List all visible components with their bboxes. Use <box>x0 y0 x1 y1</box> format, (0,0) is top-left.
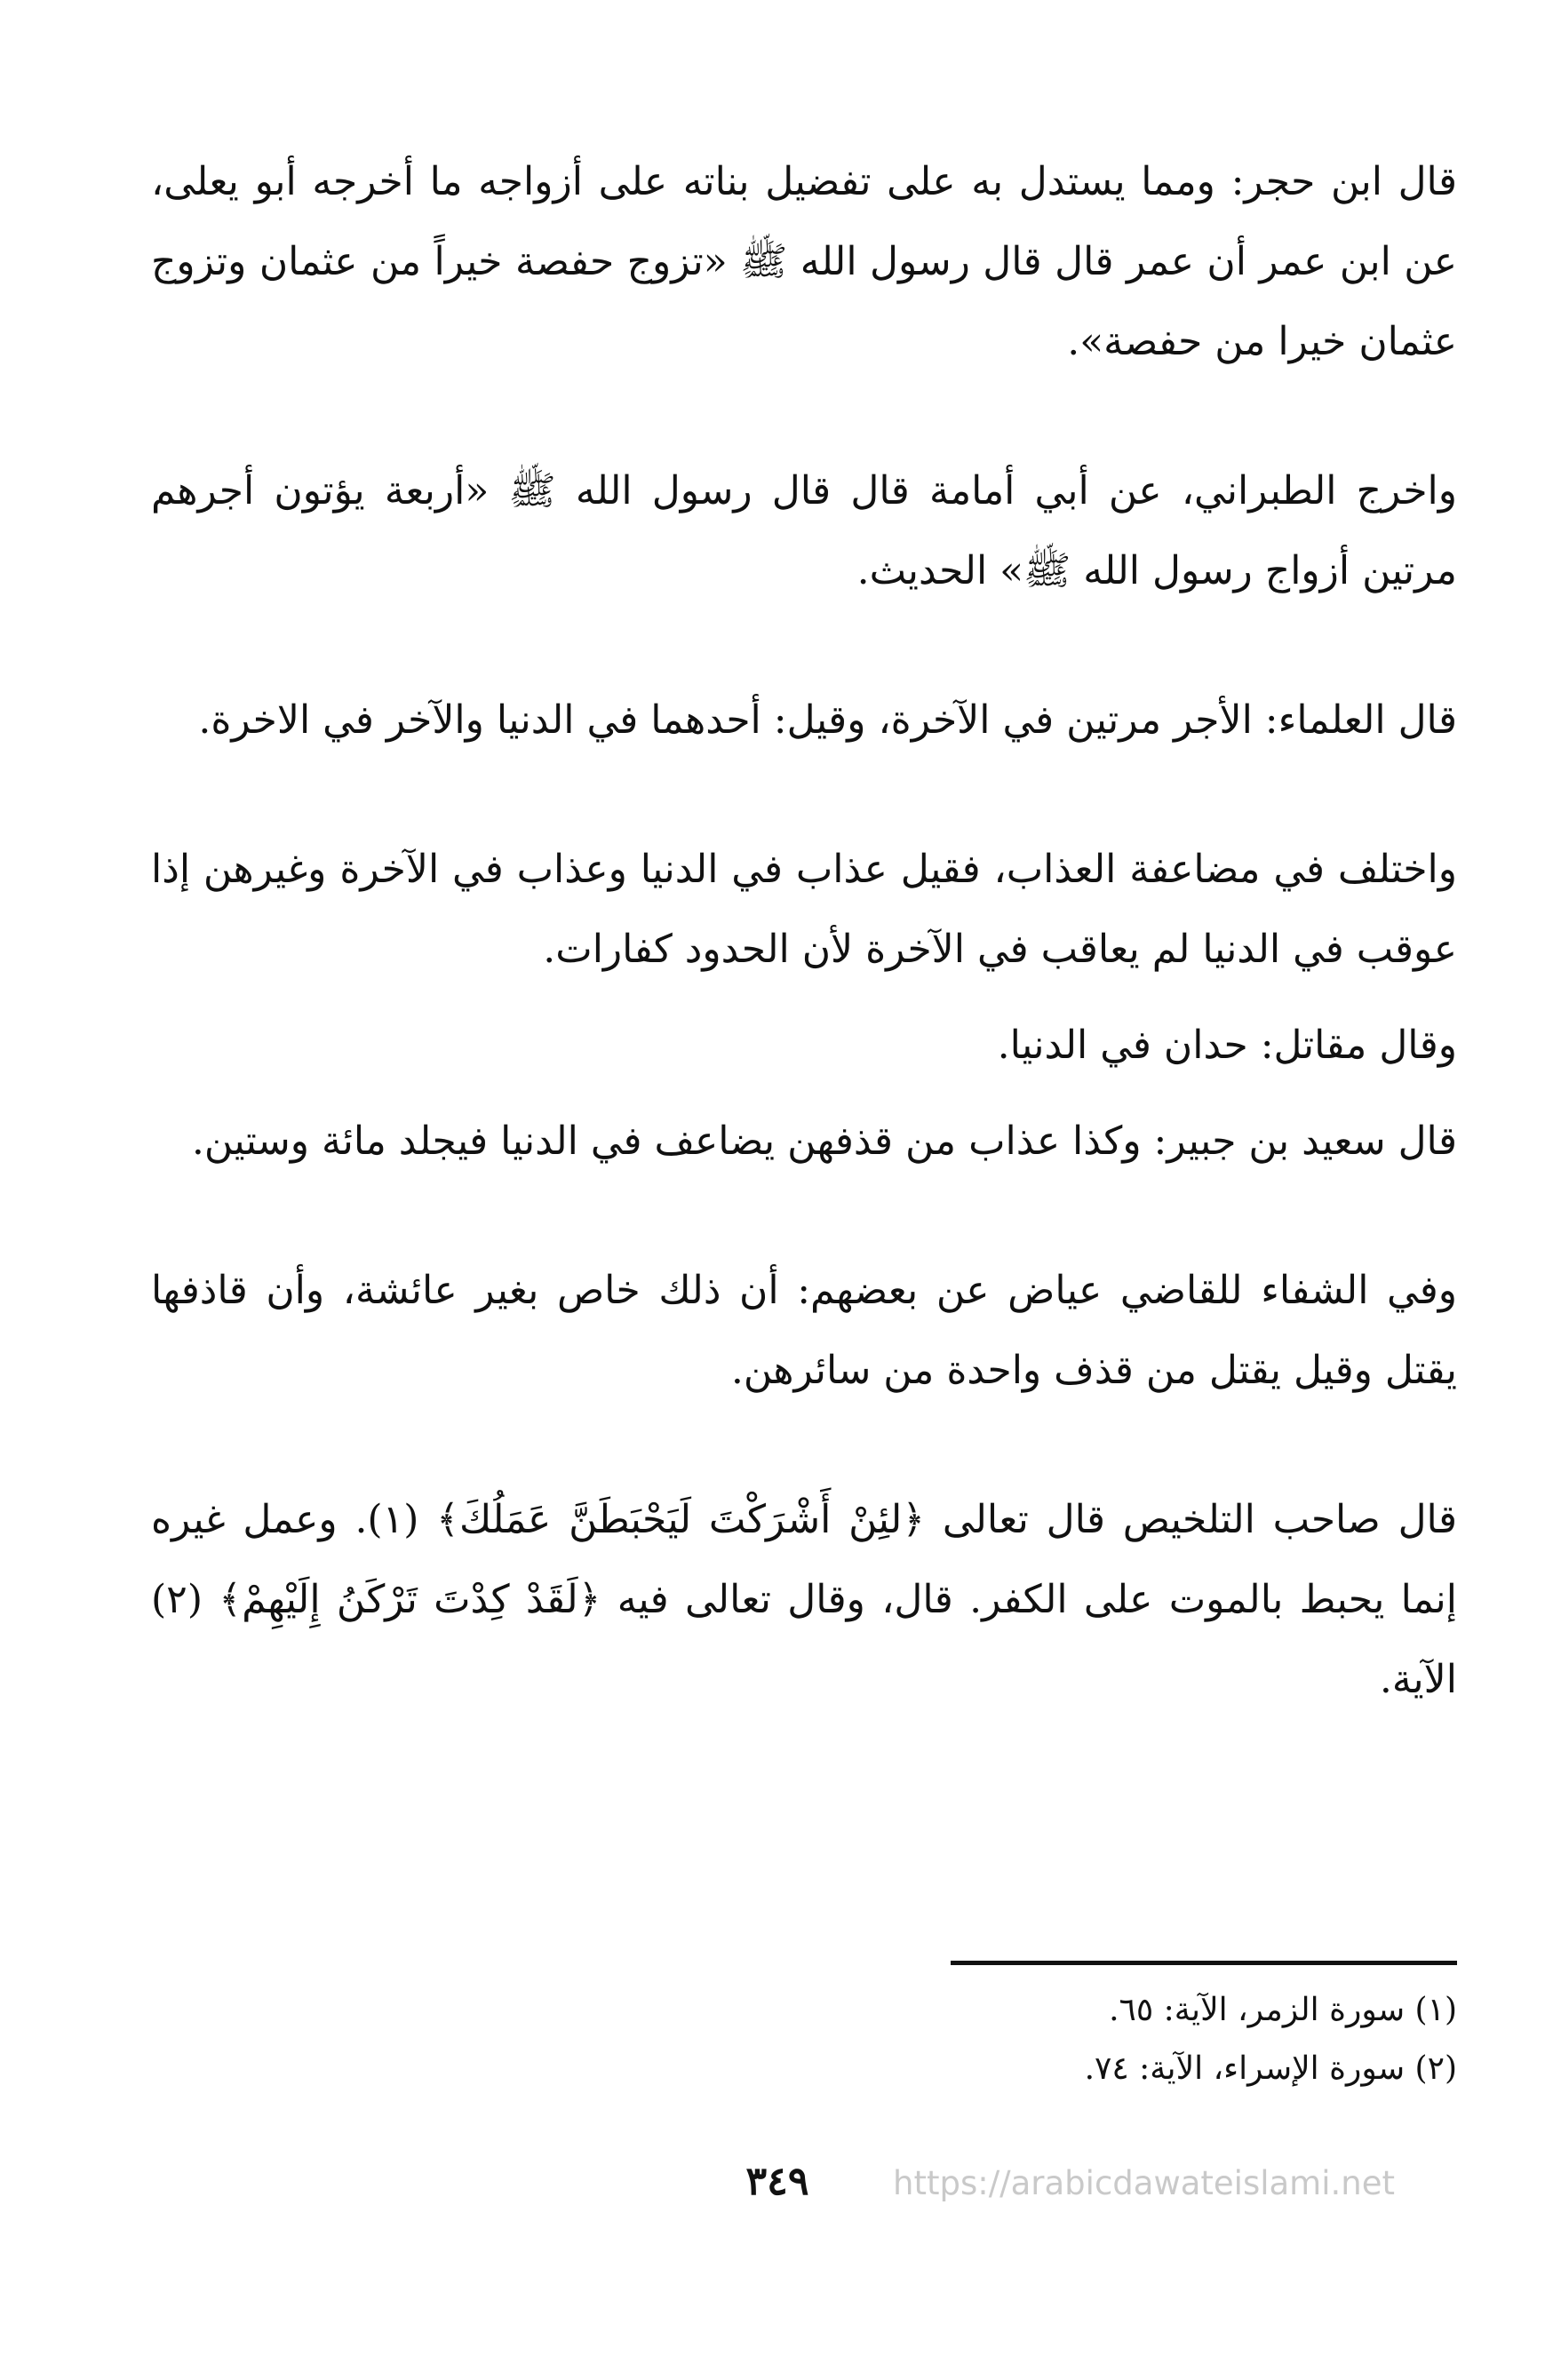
paragraph-shifa: وفي الشفاء للقاضي عياض عن بعضهم: أن ذلك خاص بغير عائشة، وأن قاذفها يقتل وقيل يقتل من قذف واحدة من سائرهن. <box>151 1268 1457 1393</box>
page-number: ٣٤٩ <box>745 2159 809 2204</box>
footnote-2: (٢) سورة الإسراء، الآية: ٧٤. <box>1084 2050 1457 2087</box>
paragraph-punishment: واختلف في مضاعفة العذاب، فقيل عذاب في الدنيا وعذاب في الآخرة وغيرهن إذا عوقب في الدنيا لم يعاقب في الآخرة لأن الحدود كفارات. <box>151 847 1457 972</box>
main-text <box>151 142 1457 1720</box>
paragraph-muqatil: وقال مقاتل: حدان في الدنيا. <box>997 1023 1457 1068</box>
footnote-1: (١) سورة الزمر، الآية: ٦٥. <box>1109 1992 1457 2028</box>
paragraph-ibn-hajar: قال ابن حجر: ومما يستدل به على تفضيل بناته على أزواجه ما أخرجه أبو يعلى، عن ابن عمر أن عمر قال قال رسول الله ﷺ «تزوج حفصة خيراً من عثمان وتزوج عثمان خيرا من حفصة». <box>151 159 1458 364</box>
paragraph-ulama: قال العلماء: الأجر مرتين في الآخرة، وقيل: أحدهما في الدنيا والآخر في الاخرة. <box>198 697 1457 743</box>
paragraph-talkhis: قال صاحب التلخيص قال تعالى ﴿لئِنْ أَشْرَكْتَ لَيَحْبَطَنَّ عَمَلُكَ﴾ (١). وعمل غيره إنما يحبط بالموت على الكفر. قال، وقال تعالى فيه ﴿لَقَدْ كِدْتَ تَرْكَنُ إِلَيْهِمْ﴾ (٢) الآية. <box>151 1497 1457 1702</box>
paragraph-tabarani: واخرج الطبراني، عن أبي أمامة قال قال رسول الله ﷺ «أربعة يؤتون أجرهم مرتين أزواج رسول الله ﷺ» الحديث. <box>151 468 1457 593</box>
watermark-url: https://arabicdawateislami.net <box>893 2164 1395 2202</box>
footnotes <box>800 1981 1457 2098</box>
footnote-divider <box>951 1961 1457 1965</box>
paragraph-said-ibn-jubayr: قال سعيد بن جبير: وكذا عذاب من قذفهن يضاعف في الدنيا فيجلد مائة وستين. <box>191 1118 1457 1164</box>
